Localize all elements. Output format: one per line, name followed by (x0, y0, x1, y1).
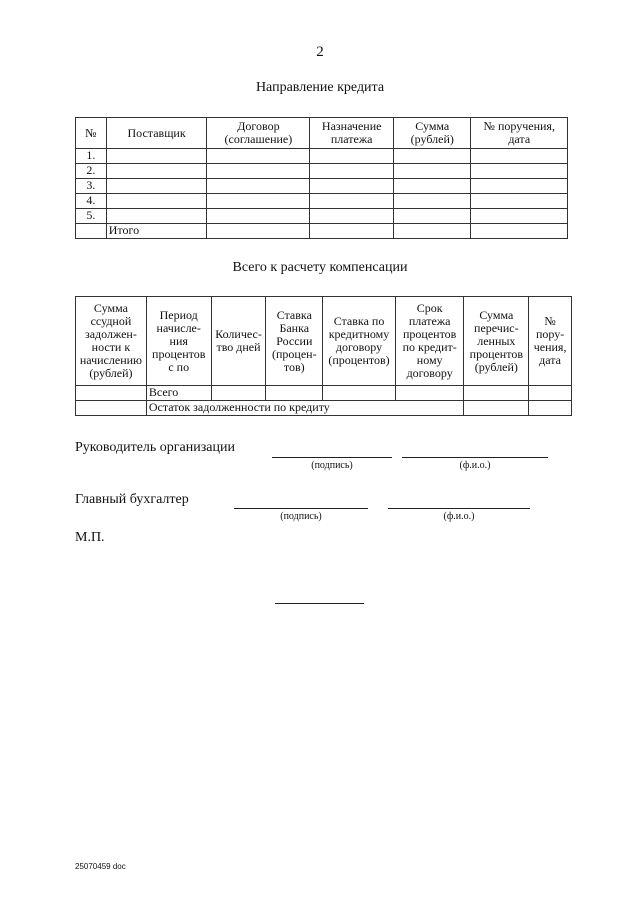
table-header-row (76, 297, 572, 386)
accountant-label: Главный бухгалтер (75, 492, 189, 507)
cell (310, 179, 394, 194)
credit-direction-title: Направление кредита (255, 80, 385, 95)
cell (471, 194, 568, 209)
cell (106, 194, 207, 209)
cell (310, 209, 394, 224)
compensation-title: Всего к расчету компенсации (232, 260, 408, 275)
header-order: № поручения, дата (471, 118, 568, 149)
table-row (76, 149, 568, 164)
credit-direction-table (75, 117, 568, 239)
table-header-row (76, 118, 568, 149)
cell (395, 386, 464, 401)
header-payment-term: Срок платежа процентов по кредит-ному договору (395, 297, 464, 386)
row-number: 2. (76, 164, 107, 179)
row-number: 4. (76, 194, 107, 209)
cell (394, 179, 471, 194)
cell (310, 149, 394, 164)
accountant-signature-line (234, 508, 368, 509)
cell (207, 224, 310, 239)
accountant-signature-caption: (подпись) (280, 511, 322, 522)
cell (323, 386, 396, 401)
cell (529, 386, 572, 401)
header-order: № пору-чения, дата (529, 297, 572, 386)
row-number: 3. (76, 179, 107, 194)
cell (471, 209, 568, 224)
cell (207, 209, 310, 224)
header-paid-interest: Сумма перечис-ленных процентов (рублей) (464, 297, 529, 386)
cell (106, 164, 207, 179)
table-remaining-row (76, 401, 572, 416)
header-days: Количес-тво дней (211, 297, 266, 386)
cell (310, 164, 394, 179)
cell (394, 209, 471, 224)
page-number: 2 (316, 44, 324, 60)
row-number: 1. (76, 149, 107, 164)
cell (394, 164, 471, 179)
cell (471, 149, 568, 164)
total-label: Всего (146, 386, 211, 401)
cell (471, 224, 568, 239)
cell (310, 224, 394, 239)
director-label: Руководитель организации (75, 440, 235, 455)
remaining-label: Остаток задолженности по кредиту (146, 401, 464, 416)
cell (106, 149, 207, 164)
cell (310, 194, 394, 209)
cell (471, 164, 568, 179)
table-total-row (76, 224, 568, 239)
cell (106, 209, 207, 224)
stamp-label: М.П. (75, 530, 105, 545)
cell (76, 401, 147, 416)
cell (394, 194, 471, 209)
header-number: № (76, 118, 107, 149)
table-row (76, 194, 568, 209)
cell (106, 179, 207, 194)
cell (207, 194, 310, 209)
cell (266, 386, 323, 401)
cell (211, 386, 266, 401)
accountant-name-line (388, 508, 530, 509)
footer-code: 25070459 doc (75, 862, 126, 871)
director-signature-line (272, 457, 392, 458)
cell (207, 149, 310, 164)
cell (207, 164, 310, 179)
table-total-row (76, 386, 572, 401)
cell (394, 224, 471, 239)
header-debt-sum: Сумма ссудной задолжен-ности к начислению (рублей) (76, 297, 147, 386)
header-supplier: Поставщик (106, 118, 207, 149)
header-purpose: Назначение платежа (310, 118, 394, 149)
cell (207, 179, 310, 194)
director-signature-caption: (подпись) (311, 460, 353, 471)
table-row (76, 179, 568, 194)
table-row (76, 209, 568, 224)
header-contract-rate: Ставка по кредитному договору (процентов) (323, 297, 396, 386)
director-name-caption: (ф.и.о.) (459, 460, 491, 471)
compensation-table (75, 296, 572, 416)
bottom-separator-line (275, 603, 364, 604)
director-name-line (402, 457, 548, 458)
cell (394, 149, 471, 164)
cell (529, 401, 572, 416)
cell (76, 224, 107, 239)
cell (464, 386, 529, 401)
table-row (76, 164, 568, 179)
row-number: 5. (76, 209, 107, 224)
cell (471, 179, 568, 194)
cell (76, 386, 147, 401)
header-bank-rate: Ставка Банка России (процен-тов) (266, 297, 323, 386)
header-period: Период начисле-ния процентов с по (146, 297, 211, 386)
header-contract: Договор (соглашение) (207, 118, 310, 149)
header-amount: Сумма (рублей) (394, 118, 471, 149)
accountant-name-caption: (ф.и.о.) (443, 511, 475, 522)
total-label: Итого (106, 224, 207, 239)
cell (464, 401, 529, 416)
